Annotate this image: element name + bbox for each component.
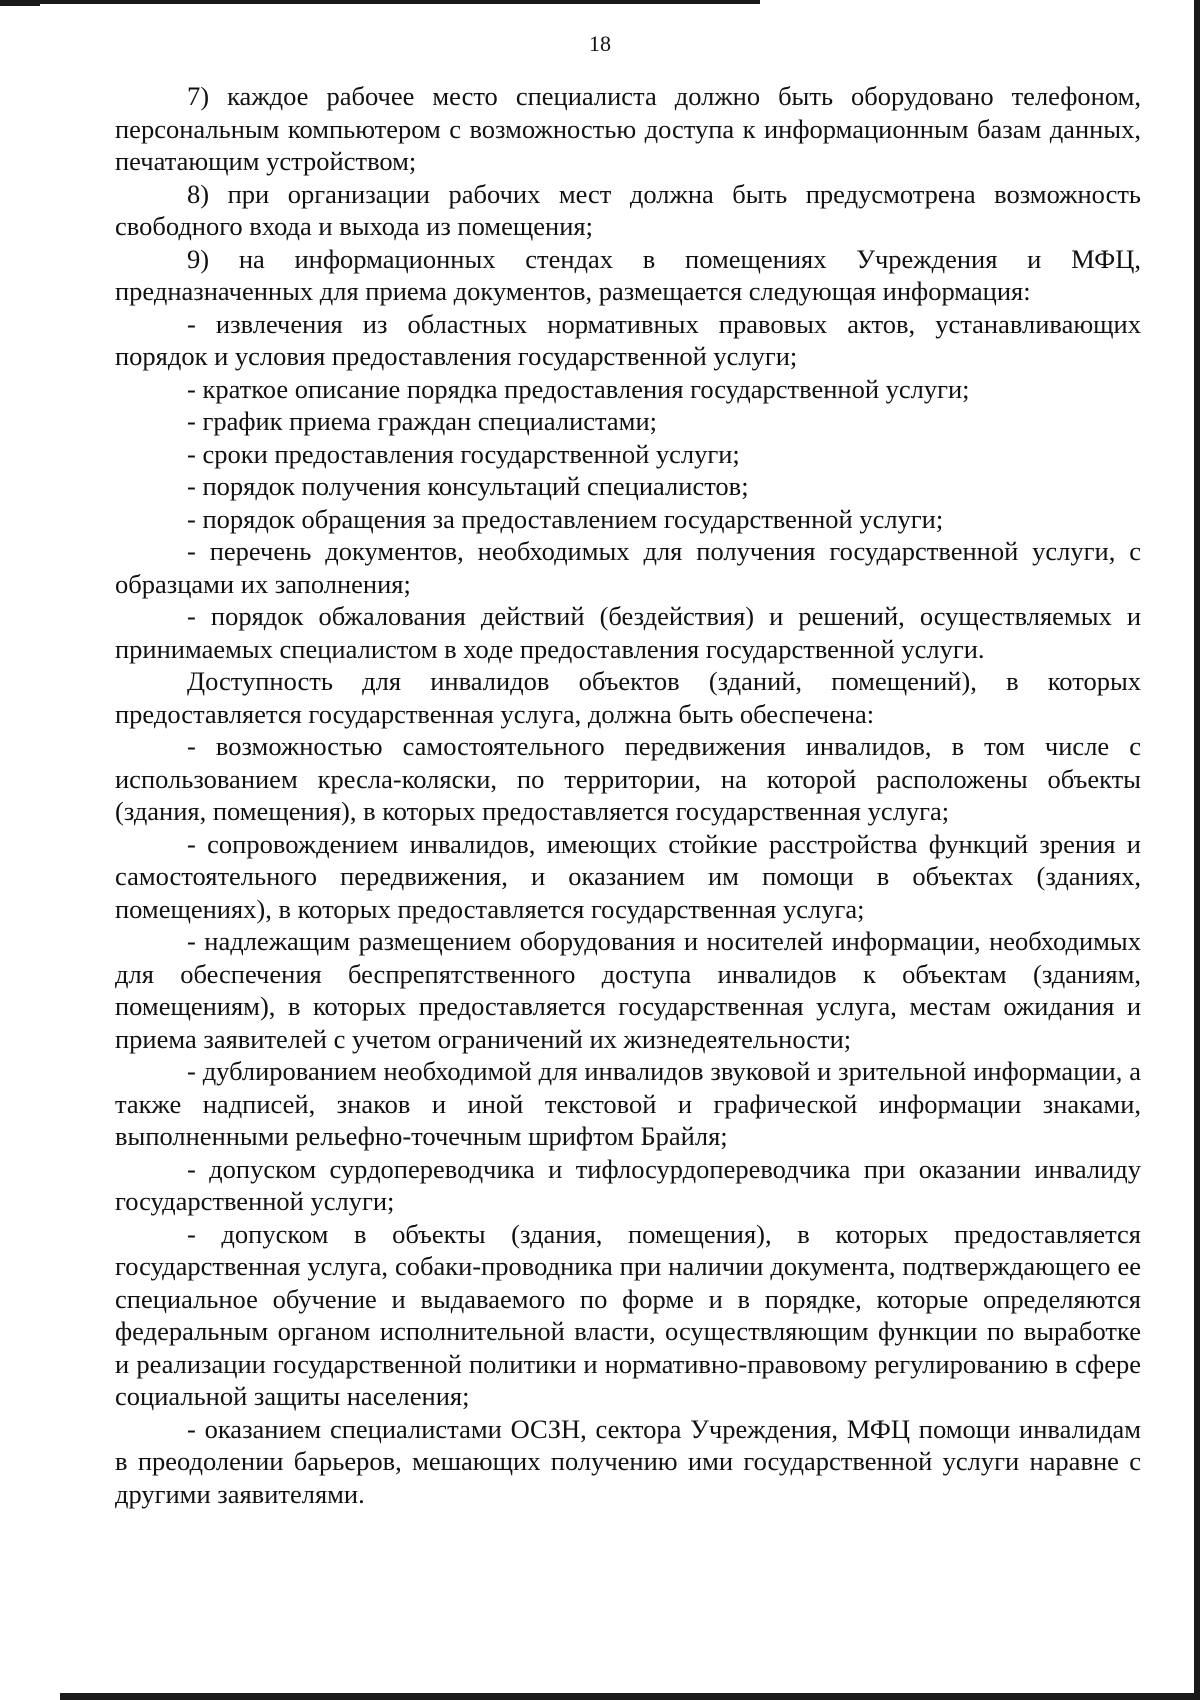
- paragraph-8-workplace-access: 8) при организации рабочих мест должна быть предусмотрена возможность свободного входа и выхода из помещения;: [115, 178, 1141, 241]
- scan-edge-right: [1194, 0, 1200, 1700]
- paragraph-accessibility-intro: Доступность для инвалидов объектов (зданий, помещений), в которых предоставляется государственная услуга, должна быть обеспечена:: [115, 666, 1141, 729]
- list-item-documents-list: - перечень документов, необходимых для получения государственной услуги, с образцами их заполнения;: [115, 536, 1141, 599]
- list-item-braille-duplication: - дублированием необходимой для инвалидов звуковой и зрительной информации, а также надписей, знаков и иной текстовой и графической информации знаками, выполненными рельефно-точечным шрифтом Брайля;: [115, 1056, 1141, 1151]
- scan-edge-top: [0, 0, 760, 4]
- paragraph-7-workplace-equipment: 7) каждое рабочее место специалиста должно быть оборудовано телефоном, персональным компьютером с возможностью доступа к информационным базам данных, печатающим устройством;: [115, 81, 1141, 176]
- document-body: [115, 80, 1141, 1510]
- list-item-sign-interpreter: - допуском сурдопереводчика и тифлосурдопереводчика при оказании инвалиду государственной услуги;: [115, 1153, 1141, 1216]
- list-item-service-terms: - сроки предоставления государственной услуги;: [187, 438, 740, 469]
- list-item-independent-movement: - возможностью самостоятельного передвижения инвалидов, в том числе с использованием кресла-коляски, по территории, на которой расположены объекты (здания, помещения), в которых предоставляется государственная услуга;: [115, 731, 1141, 826]
- list-item-appeal-procedure: - порядок обжалования действий (бездействия) и решений, осуществляемых и принимаемых специалистом в ходе предоставления государственной услуги.: [115, 601, 1141, 664]
- list-item-application-procedure: - порядок обращения за предоставлением государственной услуги;: [187, 503, 944, 534]
- list-item-legal-extracts: - извлечения из областных нормативных правовых актов, устанавливающих порядок и условия предоставления государственной услуги;: [115, 308, 1141, 371]
- list-item-consultations: - порядок получения консультаций специалистов;: [187, 471, 749, 501]
- list-item-equipment-placement: - надлежащим размещением оборудования и носителей информации, необходимых для обеспечения беспрепятственного доступа инвалидов к объектам (зданиям, помещениям), в которых предоставляется государственная услуга, местам ожидания и приема заявителей с учетом ограничений их жизнедеятельности;: [115, 926, 1141, 1054]
- scan-edge-bottom: [60, 1693, 1200, 1700]
- scan-edge-top-corner: [0, 0, 40, 6]
- paragraph-9-info-stands: 9) на информационных стендах в помещениях Учреждения и МФЦ, предназначенных для приема документов, размещается следующая информация:: [115, 243, 1141, 306]
- page-number: 18: [589, 31, 611, 56]
- list-item-barrier-assistance: - оказанием специалистами ОСЗН, сектора Учреждения, МФЦ помощи инвалидам в преодолении барьеров, мешающих получению ими государственной услуги наравне с другими заявителями.: [115, 1413, 1141, 1509]
- list-item-procedure-description: - краткое описание порядка предоставления государственной услуги;: [187, 373, 970, 404]
- list-item-reception-schedule: - график приема граждан специалистами;: [187, 406, 657, 436]
- list-item-guide-dog: - допуском в объекты (здания, помещения), в которых предоставляется государственная услуга, собаки-проводника при наличии документа, подтверждающего ее специальное обучение и выдаваемого по форме и в порядке, которые определяются федеральным органом исполнительной власти, осуществляющим функции по выработке и реализации государственной политики и нормативно-правовому регулированию в сфере социальной защиты населения;: [115, 1218, 1141, 1411]
- list-item-escort: - сопровождением инвалидов, имеющих стойкие расстройства функций зрения и самостоятельного передвижения, и оказанием им помощи в объектах (зданиях, помещениях), в которых предоставляется государственная услуга;: [115, 828, 1141, 924]
